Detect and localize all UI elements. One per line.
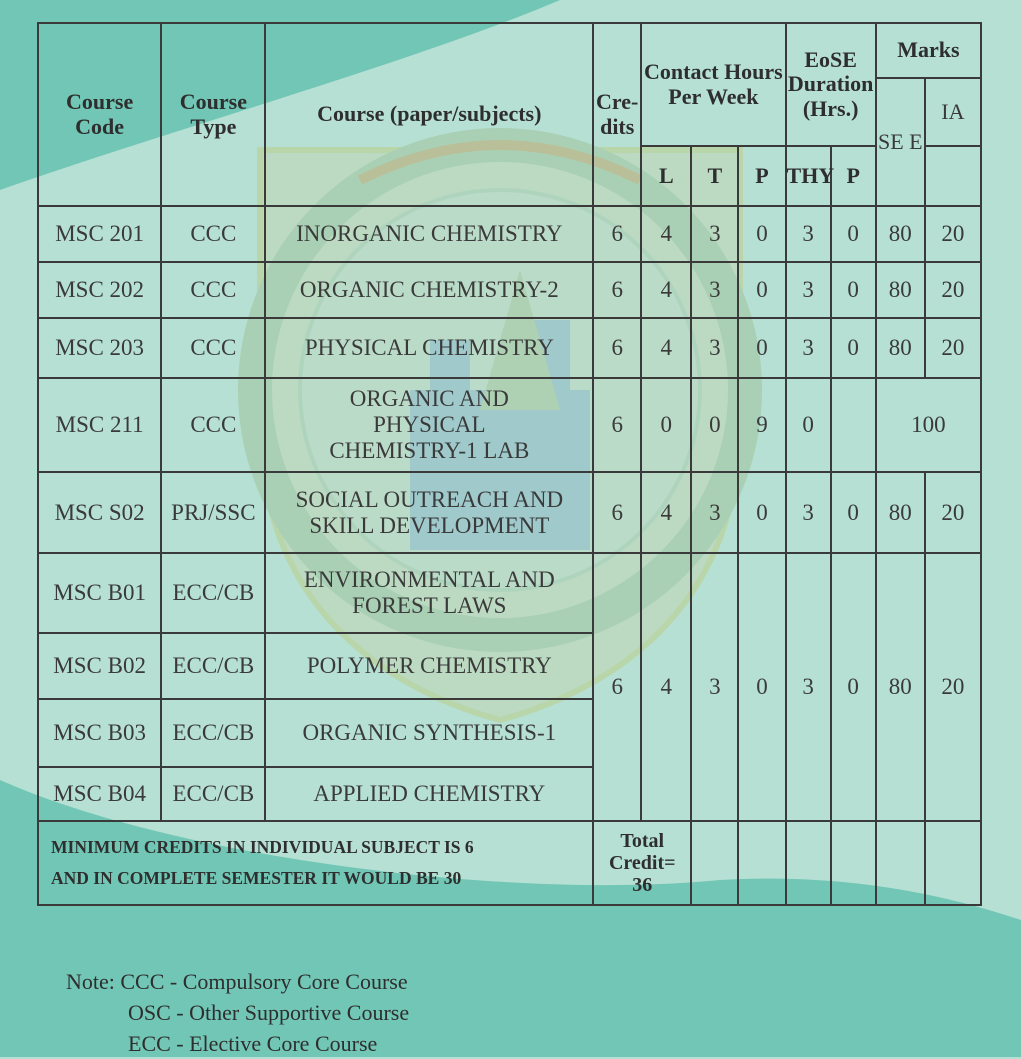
table-row: [38, 472, 981, 553]
note-line-ccc: Note: CCC - Compulsory Core Course: [66, 969, 408, 994]
practical-duration: 0: [831, 472, 876, 553]
table-row: [38, 262, 981, 318]
note-line-osc: OSC - Other Supportive Course: [128, 1000, 410, 1025]
header-p2: P: [831, 146, 876, 206]
footer-empty-cell: [925, 821, 981, 905]
course-name: INORGANIC CHEMISTRY: [265, 206, 593, 262]
see-marks: 80: [876, 553, 925, 821]
course-type: CCC: [161, 318, 265, 378]
total-marks: 100: [876, 378, 981, 472]
tutorial-hours: 3: [691, 472, 738, 553]
theory-duration: 3: [786, 472, 831, 553]
table-row: [38, 206, 981, 262]
table-row: [38, 378, 981, 472]
footer-empty-cell: [876, 821, 925, 905]
ia-marks: 20: [925, 318, 981, 378]
practical-duration: 0: [831, 318, 876, 378]
theory-duration: 3: [786, 318, 831, 378]
elective-row: [38, 553, 981, 633]
see-marks: 80: [876, 206, 925, 262]
header-see: SE E: [876, 78, 925, 206]
practical-hours: 0: [738, 206, 785, 262]
course-type: ECC/CB: [161, 767, 265, 821]
theory-duration: 3: [786, 262, 831, 318]
footer-empty-cell: [738, 821, 785, 905]
header-marks: Marks: [876, 23, 981, 78]
course-type: ECC/CB: [161, 633, 265, 699]
lecture-hours: 4: [641, 472, 691, 553]
abbreviation-notes: [66, 966, 409, 1059]
header-course-code: Course Code: [38, 23, 161, 206]
practical-duration: 0: [831, 262, 876, 318]
footer-row: [38, 821, 981, 905]
course-table: [37, 22, 982, 906]
header-thy: THY: [786, 146, 831, 206]
total-credit: [593, 821, 691, 905]
practical-duration: 0: [831, 553, 876, 821]
course-type: CCC: [161, 262, 265, 318]
see-marks: 80: [876, 472, 925, 553]
theory-duration: 3: [786, 553, 831, 821]
header-t: T: [691, 146, 738, 206]
header-row-1: [38, 23, 981, 78]
table-row: [38, 318, 981, 378]
practical-duration: [831, 378, 876, 472]
total-credit-label: Total Credit=: [608, 830, 676, 874]
ia-marks: 20: [925, 206, 981, 262]
header-course-name: Course (paper/subjects): [265, 23, 593, 206]
course-name: POLYMER CHEMISTRY: [265, 633, 593, 699]
practical-hours: 0: [738, 262, 785, 318]
ia-marks: 20: [925, 262, 981, 318]
ia-marks: 20: [925, 472, 981, 553]
credits-cell: 6: [593, 206, 641, 262]
course-name: PHYSICAL CHEMISTRY: [265, 318, 593, 378]
practical-duration: 0: [831, 206, 876, 262]
see-marks: 80: [876, 318, 925, 378]
course-code: MSC B01: [38, 553, 161, 633]
tutorial-hours: 0: [691, 378, 738, 472]
practical-hours: 0: [738, 318, 785, 378]
practical-hours: 0: [738, 472, 785, 553]
credits-cell: 6: [593, 318, 641, 378]
course-name: ORGANIC CHEMISTRY-2: [265, 262, 593, 318]
credits-cell: 6: [593, 472, 641, 553]
tutorial-hours: 3: [691, 553, 738, 821]
course-type: CCC: [161, 206, 265, 262]
course-code: MSC B03: [38, 699, 161, 767]
tutorial-hours: 3: [691, 206, 738, 262]
course-code: MSC 211: [38, 378, 161, 472]
credits-cell: 6: [593, 262, 641, 318]
course-name: SOCIAL OUTREACH AND SKILL DEVELOPMENT: [265, 472, 593, 553]
course-name: APPLIED CHEMISTRY: [265, 767, 593, 821]
course-type: CCC: [161, 378, 265, 472]
course-code: MSC 201: [38, 206, 161, 262]
credits-note-line-1: MINIMUM CREDITS IN INDIVIDUAL SUBJECT IS 6: [51, 837, 474, 858]
credits-cell: 6: [593, 553, 641, 821]
course-type: ECC/CB: [161, 553, 265, 633]
header-course-type: Course Type: [161, 23, 265, 206]
course-name: ORGANIC AND PHYSICAL CHEMISTRY-1 LAB: [265, 378, 593, 472]
practical-hours: 0: [738, 553, 785, 821]
course-code: MSC B02: [38, 633, 161, 699]
course-name: ORGANIC SYNTHESIS-1: [265, 699, 593, 767]
see-marks: 80: [876, 262, 925, 318]
header-ia: IA: [925, 78, 981, 146]
credits-note-line-2: AND IN COMPLETE SEMESTER IT WOULD BE 30: [51, 868, 462, 888]
credits-note: [38, 821, 593, 905]
course-code: MSC 203: [38, 318, 161, 378]
note-line-ecc: ECC - Elective Core Course: [128, 1031, 378, 1056]
course-table-container: [37, 22, 982, 906]
course-code: MSC B04: [38, 767, 161, 821]
course-code: MSC S02: [38, 472, 161, 553]
header-contact-hours: Contact Hours Per Week: [641, 23, 785, 146]
ia-marks: 20: [925, 553, 981, 821]
tutorial-hours: 3: [691, 262, 738, 318]
lecture-hours: 4: [641, 262, 691, 318]
course-type: PRJ/SSC: [161, 472, 265, 553]
footer-empty-cell: [831, 821, 876, 905]
tutorial-hours: 3: [691, 318, 738, 378]
footer-empty-cell: [786, 821, 831, 905]
lecture-hours: 4: [641, 206, 691, 262]
practical-hours: 9: [738, 378, 785, 472]
course-type: ECC/CB: [161, 699, 265, 767]
header-credits: Cre-dits: [593, 23, 641, 206]
total-credit-value: 36: [632, 874, 653, 896]
theory-duration: 3: [786, 206, 831, 262]
theory-duration: 0: [786, 378, 831, 472]
header-p: P: [738, 146, 785, 206]
course-name: ENVIRONMENTAL AND FOREST LAWS: [265, 553, 593, 633]
course-code: MSC 202: [38, 262, 161, 318]
header-eose-duration: EoSE Duration (Hrs.): [786, 23, 876, 146]
lecture-hours: 4: [641, 318, 691, 378]
footer-empty-cell: [691, 821, 738, 905]
lecture-hours: 0: [641, 378, 691, 472]
lecture-hours: 4: [641, 553, 691, 821]
header-ia-empty: [925, 146, 981, 206]
header-l: L: [641, 146, 691, 206]
credits-cell: 6: [593, 378, 641, 472]
